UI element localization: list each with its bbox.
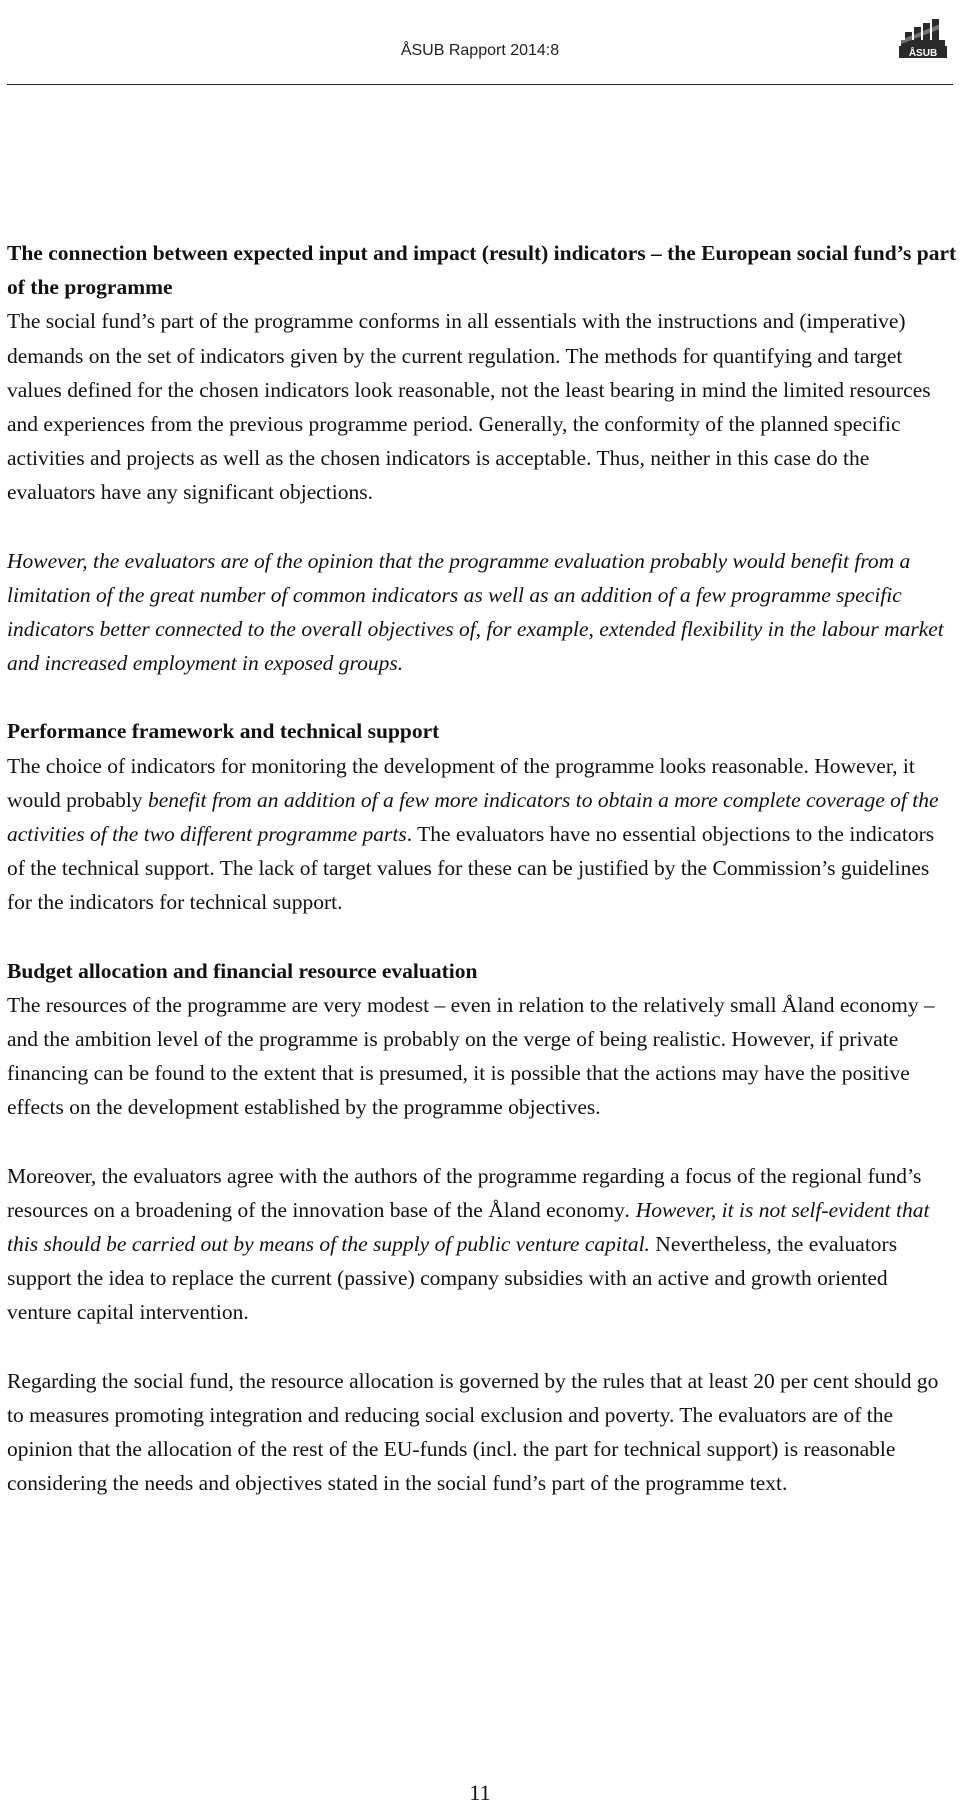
section-budget xyxy=(7,954,957,1501)
paragraph-esf-1: The social fund’s part of the programme conforms in all essentials with the instructions and (imperative) demands on the set of indicators given by the current regulation. The methods for quantifying and target values defined for the chosen indicators look reasonable, not the least bearing in mind the limited resources and experiences from the previous programme period. Generally, the conformity of the planned specific activities and projects as well as the chosen indicators is acceptable. Thus, neither in this case do the evaluators have any significant objections. xyxy=(7,309,931,505)
logo-text: ÅSUB xyxy=(908,48,938,58)
page-header xyxy=(7,0,953,86)
section-heading-performance: Performance framework and technical support xyxy=(7,719,440,744)
header-title: ÅSUB Rapport 2014:8 xyxy=(400,42,560,59)
paragraph-budget-2 xyxy=(7,1159,957,1330)
paragraph-budget-2-text-a: Moreover, the evaluators agree with the authors of the programme regarding a focus of the regional fund’s resources on a broadening of the innovation base of the Åland economy xyxy=(7,1163,922,1222)
section-heading-budget: Budget allocation and financial resource evaluation xyxy=(7,958,478,983)
section-performance xyxy=(7,714,957,919)
page-body xyxy=(7,236,957,1501)
page-number: 11 xyxy=(469,1780,491,1805)
section-heading-esf: The connection between expected input and impact (result) indicators – the European social fund’s part of the programme xyxy=(7,241,957,300)
paragraph-budget-1: The resources of the programme are very modest – even in relation to the relatively small Åland economy – and the ambition level of the programme is probably on the verge of being realistic. However, if private financing can be found to the extent that is presumed, it is possible that the actions may have the positive effects on the development established by the programme objectives. xyxy=(7,992,935,1120)
paragraph-esf-2: However, the evaluators are of the opinion that the programme evaluation probably would benefit from a limitation of the great number of common indicators as well as an addition of a few programme specific indicators better connected to the overall objectives of, for example, extended flexibility in the labour market and increased employment in exposed groups. xyxy=(7,548,944,676)
paragraph-performance-text-a: The choice of indicators for monitoring the development of the programme looks reasonable. However, it would probably xyxy=(7,753,915,812)
paragraph-performance-1 xyxy=(7,749,957,920)
paragraph-performance-text-c: . The evaluators have no essential objections to the indicators of the technical support. The lack of target values for these can be justified by the Commission’s guidelines for the indicators for technical support. xyxy=(7,822,935,915)
section-esf-indicators xyxy=(7,236,957,680)
paragraph-budget-3: Regarding the social fund, the resource allocation is governed by the rules that at least 20 per cent should go to measures promoting integration and reducing social exclusion and poverty. The evaluators are of the opinion that the allocation of the rest of the EU-funds (incl. the part for technical support) is reasonable considering the needs and objectives stated in the social fund’s part of the programme text. xyxy=(7,1368,939,1496)
header-divider xyxy=(7,84,953,85)
paragraph-budget-2-text-b: . However, it is not self-evident that this should be carried out by means of the supply of public venture capital. xyxy=(7,1197,930,1257)
paragraph-performance-text-b: benefit from an addition of a few more indicators to obtain a more complete coverage of the activities of the two different programme parts xyxy=(7,787,939,847)
asub-logo xyxy=(897,18,949,58)
paragraph-budget-2-text-c: Nevertheless, the evaluators support the idea to replace the current (passive) company subsidies with an active and growth oriented venture capital intervention. xyxy=(7,1232,898,1325)
